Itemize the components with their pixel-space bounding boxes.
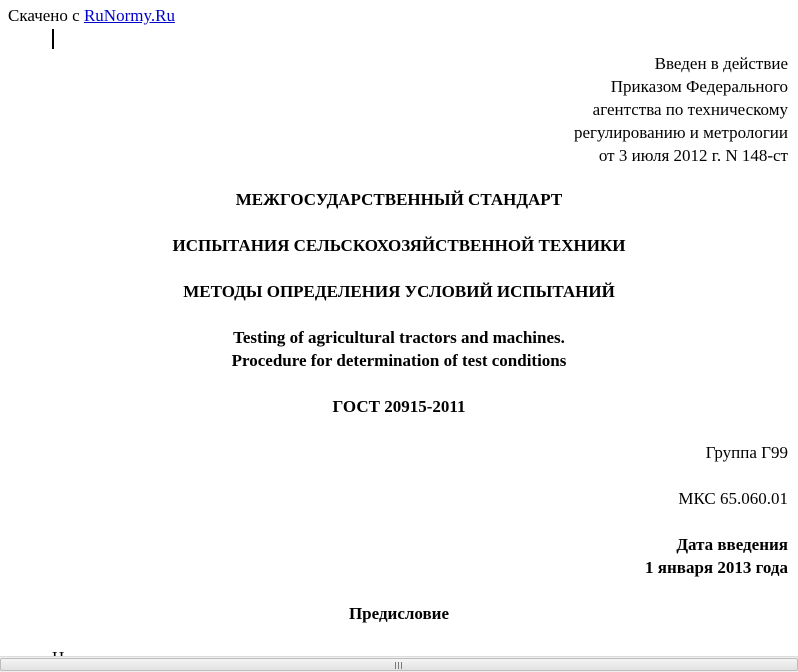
grip-icon xyxy=(395,662,404,669)
group-code: Группа Г99 xyxy=(705,443,788,462)
intro-line: Приказом Федерального xyxy=(610,77,788,96)
title-en-line-1: Testing of agricultural tractors and machines. xyxy=(233,328,565,347)
effective-date: 1 января 2013 года xyxy=(645,558,788,577)
horizontal-scrollbar[interactable] xyxy=(0,656,798,672)
source-link[interactable]: RuNormy.Ru xyxy=(83,6,175,25)
foreword-heading: Предисловие xyxy=(348,604,450,623)
intro-line: Введен в действие xyxy=(654,54,788,73)
intro-line: агентства по техническому xyxy=(592,100,788,119)
intro-block xyxy=(574,52,788,167)
effective-label: Дата введения xyxy=(676,535,788,554)
title-en-line-2: Procedure for determination of test conditions xyxy=(231,351,567,370)
source-prefix: Скачено с xyxy=(8,6,80,25)
source-line xyxy=(8,6,175,26)
text-cursor xyxy=(52,29,54,49)
gost-number: ГОСТ 20915-2011 xyxy=(332,397,466,416)
intro-line: от 3 июля 2012 г. N 148-ст xyxy=(598,146,788,165)
standard-type: МЕЖГОСУДАРСТВЕННЫЙ СТАНДАРТ xyxy=(235,190,563,209)
mks-code: МКС 65.060.01 xyxy=(678,489,788,508)
title-ru-line-1: ИСПЫТАНИЯ СЕЛЬСКОХОЗЯЙСТВЕННОЙ ТЕХНИКИ xyxy=(172,236,626,255)
title-ru-line-2: МЕТОДЫ ОПРЕДЕЛЕНИЯ УСЛОВИЙ ИСПЫТАНИЙ xyxy=(183,282,615,301)
scrollbar-thumb[interactable] xyxy=(0,658,798,671)
intro-line: регулированию и метрологии xyxy=(573,123,788,142)
